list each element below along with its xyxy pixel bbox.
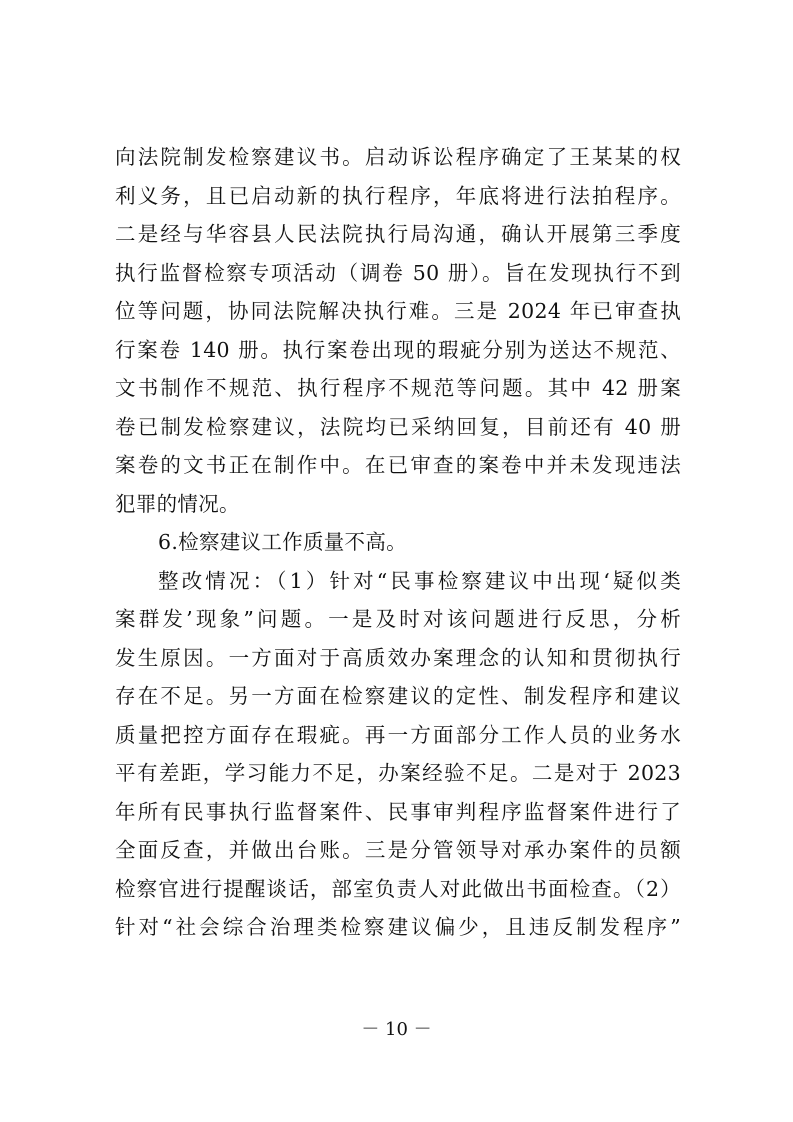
- text-line: 执行监督检察专项活动（调卷 50 册）。旨在发现执行不到: [115, 260, 681, 285]
- text-line: 利义务，且已启动新的执行程序，年底将进行法拍程序。: [115, 183, 681, 208]
- text-line: 行案卷 140 册。执行案卷出现的瑕疵分别为送达不规范、: [115, 337, 681, 362]
- text-line: 针对“社会综合治理类检察建议偏少，且违反制发程序”: [115, 915, 681, 939]
- text-line: 案群发’现象”问题。一是及时对该问题进行反思，分析: [115, 607, 681, 631]
- body-text: [115, 138, 681, 947]
- text-line: 犯罪的情况。: [115, 491, 240, 516]
- text-line: 整改情况：（1）针对“民事检察建议中出现‘疑似类: [158, 568, 681, 593]
- text-line: 二是经与华容县人民法院执行局沟通，确认开展第三季度: [115, 222, 681, 246]
- text-line: 质量把控方面存在瑕疵。再一方面部分工作人员的业务水: [115, 722, 681, 747]
- text-line: 卷已制发检察建议，法院均已采纳回复，目前还有 40 册: [115, 414, 681, 439]
- text-line: 年所有民事执行监督案件、民事审判程序监督案件进行了: [115, 799, 681, 824]
- text-line: 文书制作不规范、执行程序不规范等问题。其中 42 册案: [115, 376, 681, 400]
- text-line: 平有差距，学习能力不足，办案经验不足。二是对于 2023: [115, 761, 681, 785]
- text-line: 位等问题，协同法院解决执行难。三是 2024 年已审查执: [115, 299, 681, 323]
- text-line: 检察官进行提醒谈话，部室负责人对此做出书面检查。（2）: [115, 876, 681, 901]
- text-line: 案卷的文书正在制作中。在已审查的案卷中并未发现违法: [115, 453, 681, 477]
- page-number: － 10 －: [361, 1019, 432, 1040]
- text-line: 全面反查，并做出台账。三是分管领导对承办案件的员额: [115, 838, 681, 862]
- text-line: 存在不足。另一方面在检察建议的定性、制发程序和建议: [115, 684, 681, 708]
- text-line: 向法院制发检察建议书。启动诉讼程序确定了王某某的权: [115, 145, 681, 169]
- text-line: 发生原因。一方面对于高质效办案理念的认知和贯彻执行: [115, 645, 681, 670]
- section-heading: 6.检察建议工作质量不高。: [158, 530, 407, 554]
